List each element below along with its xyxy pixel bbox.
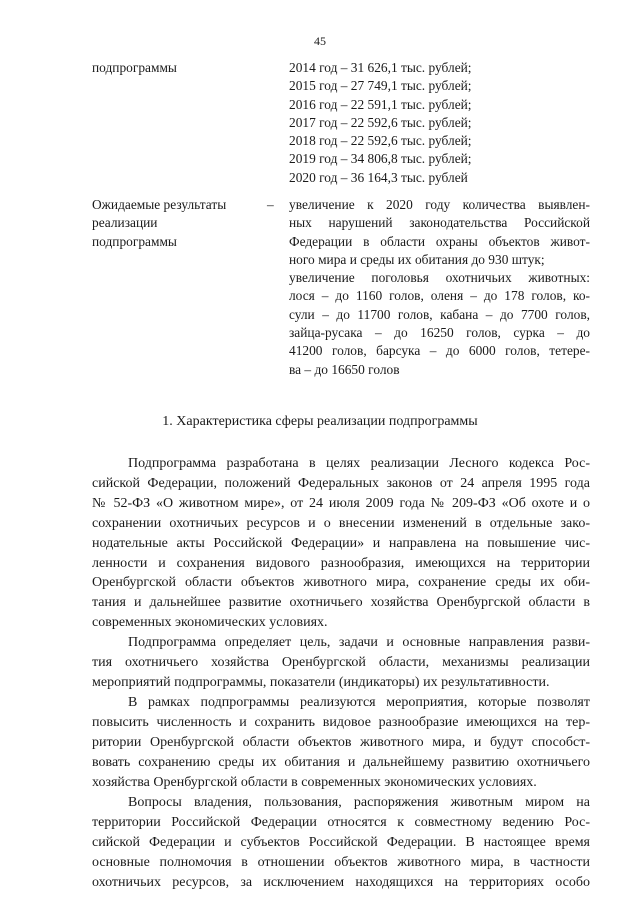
- funding-values: [289, 59, 590, 187]
- results-values: [289, 196, 590, 379]
- results-line: ных нарушений законодательства Российской: [289, 215, 590, 231]
- results-line: увеличение поголовья охотничьих животных:: [289, 270, 590, 286]
- paragraph-line: сийской Федерации, положений Федеральных законов от 24 апреля 1995 года: [92, 475, 590, 491]
- funding-line: 2018 год – 22 592,6 тыс. рублей;: [289, 133, 472, 149]
- results-line: лося – до 1160 голов, оленя – до 178 голов, ко-: [289, 288, 590, 304]
- paragraph-line: сохранении охотничьих ресурсов и о внесении изменений в отдельные зако-: [92, 515, 590, 531]
- funding-line: 2015 год – 27 749,1 тыс. рублей;: [289, 78, 472, 94]
- funding-line: 2014 год – 31 626,1 тыс. рублей;: [289, 60, 472, 75]
- paragraph-1: [92, 454, 590, 633]
- results-line: ного мира и среды их обитания до 930 штук;: [289, 251, 545, 267]
- paragraph-line: Вопросы владения, пользования, распоряжения животным миром на: [128, 795, 590, 810]
- paragraph-line: Оренбургской области объектов животного мира, сохранение среды их оби-: [92, 575, 590, 591]
- results-dash: –: [267, 197, 274, 212]
- results-line: ва – до 16650 голов: [289, 361, 400, 377]
- paragraph-line: современных экономических условиях.: [92, 615, 328, 631]
- results-line: 41200 голов, барсука – до 6000 голов, тетере-: [289, 343, 590, 359]
- funding-label: подпрограммы: [92, 60, 177, 75]
- page-number: 45: [314, 34, 326, 48]
- paragraph-line: территории Российской Федерации относятся к совместному ведению Рос-: [92, 814, 590, 830]
- paragraph-line: хозяйства Оренбургской области в современных экономических условиях.: [92, 774, 537, 790]
- results-line: Федерации в области охраны объектов живот-: [289, 233, 590, 249]
- results-label-line: Ожидаемые результаты: [92, 197, 227, 212]
- results-line: сули – до 11700 голов, кабана – до 7700 голов,: [289, 306, 590, 322]
- results-line: зайца-русака – до 16250 голов, сурка – до: [289, 325, 590, 341]
- paragraph-line: ленности и сохранения видового разнообразия, имеющихся на территории: [92, 555, 590, 571]
- paragraph-line: ритории Оренбургской области объектов животного мира, и будут способст-: [92, 734, 590, 750]
- paragraph-line: мероприятий подпрограммы, показатели (индикаторы) их результативности.: [92, 674, 550, 690]
- paragraph-line: Подпрограмма разработана в целях реализации Лесного кодекса Рос-: [128, 456, 590, 471]
- results-label-line: реализации: [92, 215, 158, 231]
- paragraph-2: [92, 633, 590, 693]
- paragraph-line: повысить численность и сохранить видовое разнообразие имеющихся на тер-: [92, 714, 590, 730]
- paragraph-line: вовать сохранению среды их обитания и дальнейшему развитию охотничьего: [92, 754, 590, 770]
- paragraph-line: тия охотничьего хозяйства Оренбургской области, механизмы реализации: [92, 654, 590, 670]
- funding-line: 2020 год – 36 164,3 тыс. рублей: [289, 169, 468, 185]
- paragraph-line: тания и дальнейшее развитие охотничьего хозяйства Оренбургской области в: [92, 595, 590, 611]
- paragraph-line: нодательные акты Российской Федерации» и направлена на повышение чис-: [92, 535, 590, 551]
- paragraph-line: Подпрограмма определяет цель, задачи и основные направления разви-: [128, 635, 590, 650]
- paragraph-3: [92, 693, 590, 793]
- funding-line: 2019 год – 34 806,8 тыс. рублей;: [289, 151, 472, 167]
- section-heading: 1. Характеристика сферы реализации подпрограммы: [162, 414, 478, 429]
- results-label-line: подпрограммы: [92, 233, 177, 249]
- results-label: [92, 196, 262, 251]
- paragraph-line: сийской Федерации и субъектов Российской Федерации. В настоящее время: [92, 834, 590, 850]
- paragraph-line: В рамках подпрограммы реализуются мероприятия, которые позволят: [128, 695, 590, 710]
- funding-line: 2017 год – 22 592,6 тыс. рублей;: [289, 114, 472, 130]
- paragraph-line: основные полномочия в отношении объектов животного мира, в частности: [92, 854, 590, 870]
- paragraph-line: охотничьих ресурсов, за исключением находящихся на территориях особо: [92, 874, 590, 890]
- paragraph-4: [92, 793, 590, 893]
- paragraph-line: № 52-ФЗ «О животном мире», от 24 июля 2009 года № 209-ФЗ «Об охоте и о: [92, 495, 590, 511]
- funding-line: 2016 год – 22 591,1 тыс. рублей;: [289, 96, 472, 112]
- results-line: увеличение к 2020 году количества выявлен-: [289, 197, 590, 212]
